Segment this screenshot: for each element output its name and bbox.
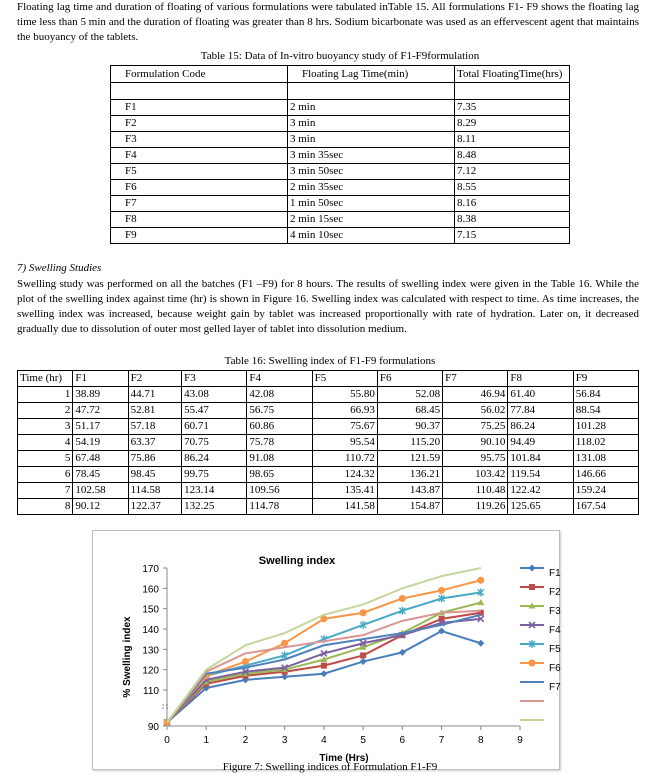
- table-header-row: [111, 66, 570, 83]
- table-cell: 75.86: [128, 451, 182, 467]
- table-row: [18, 483, 639, 499]
- y-tick-label: 150: [142, 604, 159, 616]
- table-cell: 3 min 35sec: [288, 148, 455, 164]
- data-point: [360, 658, 367, 665]
- table-cell: 88.54: [573, 403, 638, 419]
- section-heading: 7) Swelling Studies: [17, 262, 102, 274]
- table-cell: 141.58: [312, 499, 377, 515]
- table-cell: 38.89: [73, 387, 128, 403]
- table-cell: 125.65: [508, 499, 573, 515]
- column-header: F2: [128, 371, 182, 387]
- x-tick-label: 5: [360, 735, 366, 746]
- x-tick-label: 7: [438, 735, 445, 746]
- column-header: Total FloatingTime(hrs): [455, 66, 570, 83]
- table-cell: 119.26: [443, 499, 508, 515]
- column-header: Formulation Code: [111, 66, 288, 83]
- table-cell: 61.40: [508, 387, 573, 403]
- legend-label: F4: [549, 625, 561, 636]
- table-cell: 101.84: [508, 451, 573, 467]
- table-cell: 47.72: [73, 403, 128, 419]
- table-cell: 101.28: [573, 419, 638, 435]
- table-cell: F3: [111, 132, 288, 148]
- table-cell: 90.12: [73, 499, 128, 515]
- x-tick-label: 2: [242, 735, 249, 746]
- data-point: [529, 584, 535, 590]
- table-row: [111, 196, 570, 212]
- table-cell: F8: [111, 212, 288, 228]
- x-axis-label: Time (Hrs): [319, 753, 369, 764]
- column-header: F5: [312, 371, 377, 387]
- y-tick-label: 140: [142, 625, 159, 636]
- table-row: [111, 212, 570, 228]
- table-cell: 63.37: [128, 435, 182, 451]
- data-point: [529, 565, 536, 572]
- table-cell: 95.75: [443, 451, 508, 467]
- table-cell: 57.18: [128, 419, 182, 435]
- table-cell: 66.93: [312, 403, 377, 419]
- table-cell: 7.15: [455, 228, 570, 244]
- table-cell: 103.42: [443, 467, 508, 483]
- table-cell: 4: [18, 435, 73, 451]
- table-cell: 46.94: [443, 387, 508, 403]
- legend-label: F7: [549, 682, 561, 693]
- table15-caption: Table 15: Data of In-vitro buoyancy study of F1-F9formulation: [200, 50, 480, 62]
- swelling-table: [17, 370, 639, 515]
- table-cell: 94.49: [508, 435, 573, 451]
- table-row: [111, 228, 570, 244]
- table-cell: 131.08: [573, 451, 638, 467]
- table-cell: 123.14: [182, 483, 247, 499]
- table-cell: 121.59: [377, 451, 442, 467]
- figure-caption: Figure 7: Swelling indices of Formulation F1-F9: [222, 761, 438, 773]
- table-cell: 67.48: [73, 451, 128, 467]
- data-point: [438, 587, 445, 594]
- y-tick-label: 90: [147, 722, 159, 733]
- table-cell: 2 min 15sec: [288, 212, 455, 228]
- table-cell: 90.10: [443, 435, 508, 451]
- table-row: [18, 451, 639, 467]
- y-tick-label: 120: [142, 665, 159, 677]
- table-cell: 70.75: [182, 435, 247, 451]
- column-header: F9: [573, 371, 638, 387]
- table-cell: 3: [18, 419, 73, 435]
- table-row: [111, 132, 570, 148]
- chart-title: Swelling index: [258, 555, 336, 567]
- table-cell: 110.72: [312, 451, 377, 467]
- table-cell: 2: [18, 403, 73, 419]
- table-cell: 56.02: [443, 403, 508, 419]
- table-cell: 4 min 10sec: [288, 228, 455, 244]
- swelling-paragraph: Swelling study was performed on all the batches (F1 –F9) for 8 hours. The results of swelling index were given in the Table 16. While the plot of the swelling index against time (hr) is shown in Figure 16. Swelling index was calculated with respect to time. As time increases, the swelling index was increased, because weight gain by tablet was increased proportionally with rate of hydration. Later on, it decreased gradually due to dissolution of outer most gelled layer of tablet into dissolution medium.: [17, 278, 639, 335]
- table-row: [111, 148, 570, 164]
- table-cell: 3 min: [288, 132, 455, 148]
- table-cell: 3 min 50sec: [288, 164, 455, 180]
- column-header: F1: [73, 371, 128, 387]
- table-row: [18, 499, 639, 515]
- x-tick-label: 4: [321, 735, 327, 746]
- x-tick-label: 9: [517, 735, 523, 746]
- intro-paragraph: Floating lag time and duration of floating of various formulations were tabulated inTable 15. All formulations F1- F9 shows the floating lag time less than 5 min and the duration of floating was greater than 8 hrs. Sodium bicarbonate was used as an effervescent agent that maintains the buoyancy of the tablets.: [17, 1, 639, 43]
- x-tick-label: 6: [399, 735, 406, 746]
- table-row: [111, 164, 570, 180]
- data-point: [529, 660, 536, 667]
- table-cell: 135.41: [312, 483, 377, 499]
- table-cell: 122.42: [508, 483, 573, 499]
- table-cell: 98.45: [128, 467, 182, 483]
- table-cell: 77.84: [508, 403, 573, 419]
- legend-label: F6: [549, 663, 561, 674]
- table-cell: 98.65: [247, 467, 312, 483]
- swelling-chart: [92, 530, 561, 768]
- column-header: F4: [247, 371, 312, 387]
- floating-table: [110, 65, 570, 244]
- table-cell: 7: [18, 483, 73, 499]
- table-cell: 44.71: [128, 387, 182, 403]
- table-cell: 78.45: [73, 467, 128, 483]
- table-row: [18, 467, 639, 483]
- data-point: [281, 640, 288, 647]
- legend-label: F2: [549, 587, 561, 598]
- table-cell: 56.84: [573, 387, 638, 403]
- x-tick-label: 0: [164, 735, 170, 746]
- table-cell: 114.78: [247, 499, 312, 515]
- data-point: [360, 609, 367, 616]
- data-point: [320, 670, 327, 677]
- table-cell: 8.48: [455, 148, 570, 164]
- table-cell: 143.87: [377, 483, 442, 499]
- table-cell: F5: [111, 164, 288, 180]
- table-cell: 75.25: [443, 419, 508, 435]
- table-cell: 115.20: [377, 435, 442, 451]
- table-row: [111, 100, 570, 116]
- table-cell: F1: [111, 100, 288, 116]
- data-point: [242, 658, 249, 665]
- table-cell: 159.24: [573, 483, 638, 499]
- table-cell: F2: [111, 116, 288, 132]
- table-cell: 2 min: [288, 100, 455, 116]
- table-cell: 51.17: [73, 419, 128, 435]
- y-tick-label: 130: [142, 645, 159, 657]
- table-cell: 8.11: [455, 132, 570, 148]
- table-cell: 114.58: [128, 483, 182, 499]
- x-tick-label: 8: [477, 735, 484, 746]
- table-cell: 91.08: [247, 451, 312, 467]
- table-cell: 68.45: [377, 403, 442, 419]
- table-cell: 122.37: [128, 499, 182, 515]
- column-header: F3: [182, 371, 247, 387]
- x-tick-label: 1: [203, 735, 210, 746]
- table-cell: F6: [111, 180, 288, 196]
- legend-label: F5: [549, 644, 561, 655]
- y-axis-label: % Swelling index: [122, 616, 133, 698]
- table-cell: 124.32: [312, 467, 377, 483]
- table-cell: 1: [18, 387, 73, 403]
- table-cell: 118.02: [573, 435, 638, 451]
- table-cell: 8.38: [455, 212, 570, 228]
- table-cell: 52.08: [377, 387, 442, 403]
- table-cell: 8.16: [455, 196, 570, 212]
- table-cell: 43.08: [182, 387, 247, 403]
- table-row: [111, 180, 570, 196]
- column-header: F6: [377, 371, 442, 387]
- table16-caption: Table 16: Swelling index of F1-F9 formulations: [224, 355, 436, 367]
- table-cell: 119.54: [508, 467, 573, 483]
- table-cell: 3 min: [288, 116, 455, 132]
- table-cell: 60.86: [247, 419, 312, 435]
- data-point: [321, 663, 327, 669]
- table-cell: 75.67: [312, 419, 377, 435]
- table-cell: 8.55: [455, 180, 570, 196]
- table-cell: 55.80: [312, 387, 377, 403]
- table-cell: 52.81: [128, 403, 182, 419]
- table-cell: 146.66: [573, 467, 638, 483]
- table-cell: 136.21: [377, 467, 442, 483]
- table-cell: 86.24: [508, 419, 573, 435]
- data-point: [399, 595, 406, 602]
- table-cell: 56.75: [247, 403, 312, 419]
- table-cell: 167.54: [573, 499, 638, 515]
- table-cell: F4: [111, 148, 288, 164]
- data-point: [360, 652, 366, 658]
- table-cell: 109.56: [247, 483, 312, 499]
- table-row: [18, 387, 639, 403]
- table-cell: 99.75: [182, 467, 247, 483]
- y-tick-label: 110: [143, 686, 159, 697]
- table-row: [18, 419, 639, 435]
- table-cell: F7: [111, 196, 288, 212]
- column-header: F8: [508, 371, 573, 387]
- table-cell: 95.54: [312, 435, 377, 451]
- data-point: [477, 577, 484, 584]
- y-tick-label: 170: [142, 564, 159, 575]
- table-row: [18, 403, 639, 419]
- table-cell: 102.58: [73, 483, 128, 499]
- table-spacer-row: [111, 83, 570, 100]
- table-cell: 55.47: [182, 403, 247, 419]
- table-cell: 7.12: [455, 164, 570, 180]
- table-cell: 90.37: [377, 419, 442, 435]
- data-point: [477, 599, 484, 605]
- x-tick-label: 3: [281, 735, 288, 746]
- data-point: [477, 640, 484, 647]
- table-cell: 132.25: [182, 499, 247, 515]
- table-cell: 54.19: [73, 435, 128, 451]
- table-cell: 75.78: [247, 435, 312, 451]
- table-cell: 8: [18, 499, 73, 515]
- table-cell: 8.29: [455, 116, 570, 132]
- table-cell: 6: [18, 467, 73, 483]
- table-cell: F9: [111, 228, 288, 244]
- table-cell: 2 min 35sec: [288, 180, 455, 196]
- column-header: F7: [443, 371, 508, 387]
- table-cell: 5: [18, 451, 73, 467]
- table-cell: 7.35: [455, 100, 570, 116]
- legend-label: F1: [549, 568, 561, 579]
- column-header: Time (hr): [18, 371, 73, 387]
- table-cell: 42.08: [247, 387, 312, 403]
- table-cell: 86.24: [182, 451, 247, 467]
- table-header-row: [18, 371, 639, 387]
- y-tick-label: 160: [142, 584, 159, 596]
- table-cell: 154.87: [377, 499, 442, 515]
- table-cell: 1 min 50sec: [288, 196, 455, 212]
- table-cell: 110.48: [443, 483, 508, 499]
- table-row: [18, 435, 639, 451]
- table-row: [111, 116, 570, 132]
- table-cell: 60.71: [182, 419, 247, 435]
- column-header: Floating Lag Time(min): [288, 66, 455, 83]
- legend-label: F3: [549, 606, 561, 617]
